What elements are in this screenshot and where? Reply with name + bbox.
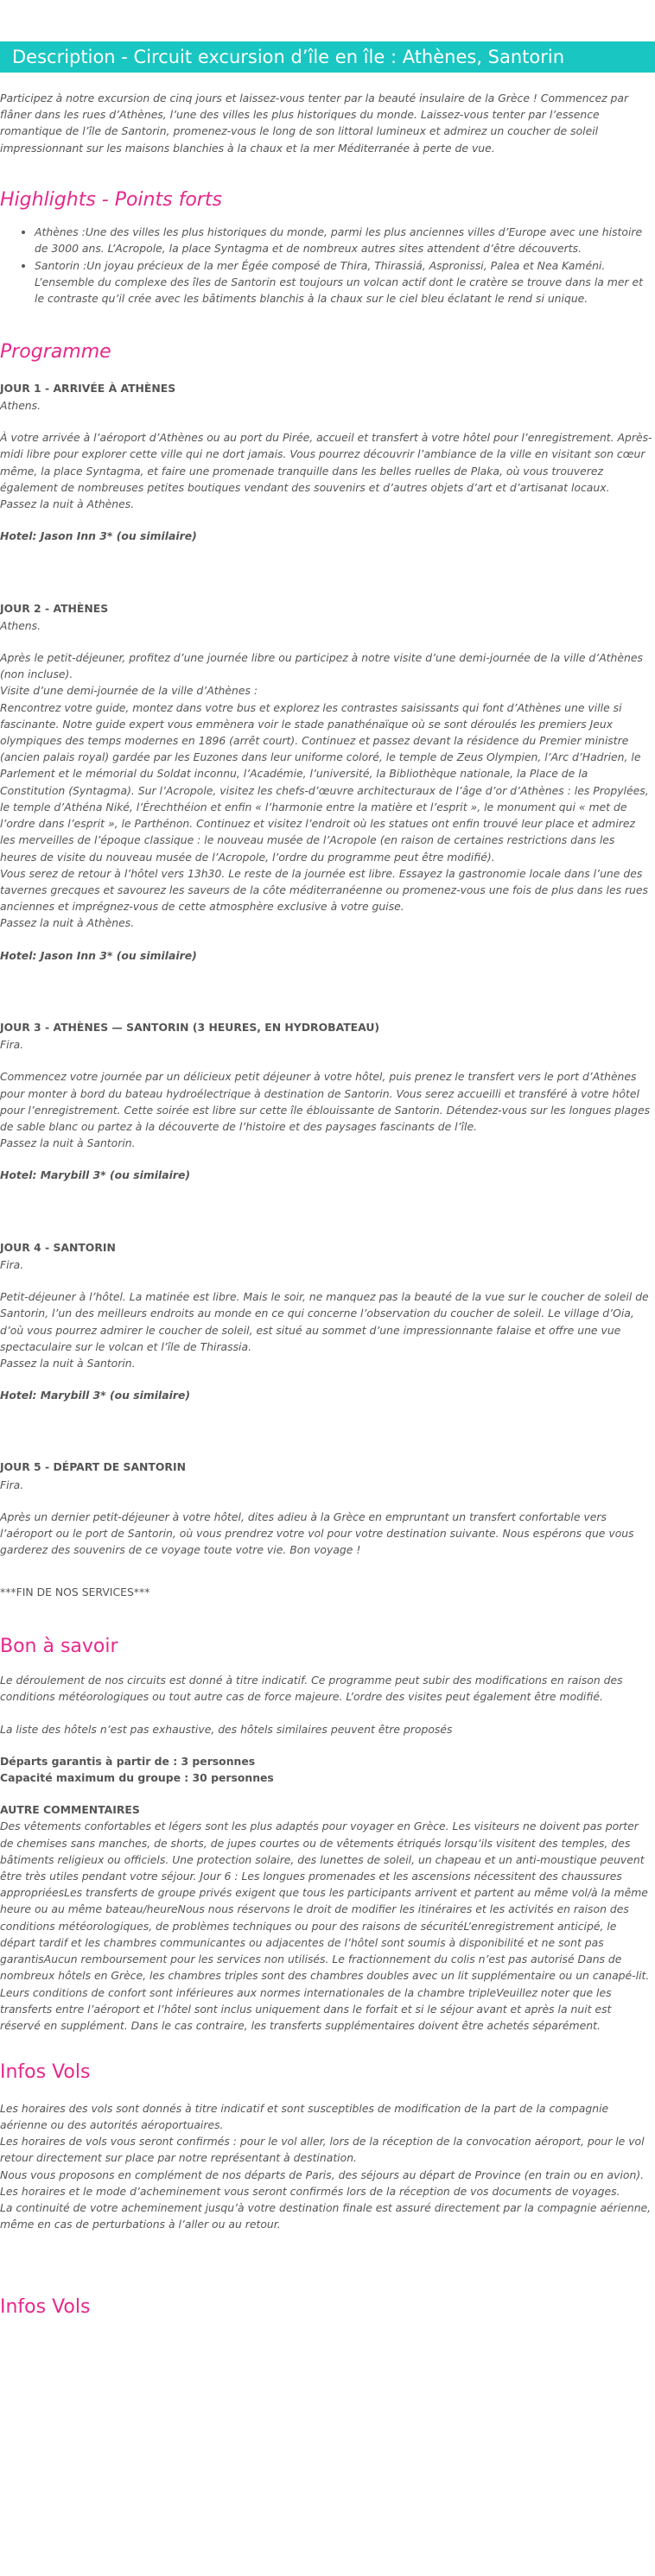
guaranteed-departures: Départs garantis à partir de : 3 personnes	[0, 1754, 256, 1768]
hotels-note: La liste des hôtels n’est pas exhaustive, des hôtels similaires peuvent être proposés	[0, 1722, 453, 1736]
max-group-capacity: Capacité maximum du groupe : 30 personnes	[0, 1770, 274, 1784]
day-description: Après un dernier petit-déjeuner à votre hôtel, dites adieu à la Grèce en empruntant un transfert confortable vers l’aéroport ou le port de Santorin, où vous prendrez votre vol pour votre destination suivante. Nous espérons que vous garderez des souvenirs de ce voyage toute votre vie. Bon voyage !	[0, 1510, 634, 1557]
day-place: Fira.	[0, 1038, 24, 1052]
other-comments	[0, 1801, 653, 2034]
bon-a-savoir-heading: Bon à savoir	[0, 1635, 118, 1657]
highlights-heading: Highlights - Points forts	[0, 188, 222, 211]
day-5	[0, 1459, 653, 1558]
disclaimer-paragraph: Le déroulement de nos circuits est donné à titre indicatif. Ce programme peut subir des modifications en raison des conditions météorologiques ou tout autre cas de force majeure. L’ordre des visites peut également être modifié.	[0, 1674, 623, 1704]
day-hotel: Hotel: Marybill 3* (ou similaire)	[0, 1389, 191, 1402]
day-place: Fira.	[0, 1478, 24, 1491]
day-3	[0, 1019, 653, 1184]
day-2	[0, 600, 653, 964]
end-of-services: ***FIN DE NOS SERVICES***	[0, 1585, 150, 1599]
page-title: Description - Circuit excursion d’île en île : Athènes, Santorin	[12, 47, 565, 67]
day-title: JOUR 5 - DÉPART DE SANTORIN	[0, 1460, 186, 1474]
day-hotel: Hotel: Jason Inn 3* (ou similaire)	[0, 529, 197, 543]
highlight-item-athenes: • Athènes :Une des villes les plus historiques du monde, parmi les plus anciennes villes d’Europe avec une histoire de 3000 ans. L’Acropole, la place Syntagma et de nombreux autres sites attendent d’être découverts.	[35, 224, 653, 256]
day-title: JOUR 2 - ATHÈNES	[0, 601, 109, 615]
day-description: Commencez votre journée par un délicieux petit déjeuner à votre hôtel, puis prenez le transfert vers le port d’Athènes pour monter à bord du bateau hydroélectrique à destination de Santorin. Vous serez accueilli et transféré à votre hôtel pour l’enregistrement. Cette soirée est libre sur cette île éblouissante de Santorin. Détendez-vous sur les longues plages de sable blanc ou partez à la découverte de l’histoire et des paysages fascinants de l’île. Passez la nuit à Santorin.	[0, 1070, 651, 1150]
day-place: Athens.	[0, 618, 41, 632]
day-place: Athens.	[0, 398, 41, 412]
infos-vols-heading: Infos Vols	[0, 2061, 91, 2084]
programme-heading: Programme	[0, 341, 111, 364]
day-title: JOUR 3 - ATHÈNES — SANTORIN (3 HEURES, EN HYDROBATEAU)	[0, 1020, 380, 1034]
day-description: Après le petit-déjeuner, profitez d’une journée libre ou participez à notre visite d’une demi-journée de la ville d’Athènes (non incluse). Visite d’une demi-journée de la ville d’Athènes : Rencontrez votre guide, montez dans votre bus et explorez les contrastes saisissants qui font d’Athènes une ville si fascinante. Notre guide expert vous emmènera voir le stade panathénaïque où se sont déroulés les premiers Jeux olympiques des temps modernes en 1896 (arrêt court). Continuez et passez devant la résidence du Premier ministre (ancien palais royal) gardée par les Euzones dans leur uniforme coloré, le temple de Zeus Olympien, l’Arc d’Hadrien, le Parlement et le mémorial du Soldat inconnu, l’Académie, l’université, la Bibliothèque nationale, la Place de la Constitution (Syntagma). Sur l’Acropole, visitez les chefs-d’œuvre architecturaux de l’âge d’or d’Athènes : les Propylées, le temple d’Athéna Niké, l’Érechthéion et enfin « l’harmonie entre la matière et l’esprit », le monument qui « met de l’ordre dans l’esprit », le Parthénon. Continuez et visitez l’endroit où les statues ont enfin trouvé leur place et admirez les merveilles de l’époque classique : le nouveau musée de l’Acropole (en raison de certaines restrictions dans les heures de visite du nouveau musée de l’Acropole, l’ordre du programme peut être modifié). Vous serez de retour à l’hôtel vers 13h30. Le reste de la journée est libre. Essayez la gastronomie locale dans l’une des tavernes grecques et savourez les saveurs de la côte méditerranéenne ou promenez-vous une fois de plus dans les rues anciennes et imprégnez-vous de cette atmosphère exclusive à votre guise. Passez la nuit à Athènes.	[0, 650, 649, 930]
day-hotel: Hotel: Marybill 3* (ou similaire)	[0, 1168, 191, 1182]
day-title: JOUR 4 - SANTORIN	[0, 1240, 116, 1254]
day-description: Petit-déjeuner à l’hôtel. La matinée est libre. Mais le soir, ne manquez pas la beauté de la vue sur le coucher de soleil de Santorin, l’un des meilleurs endroits au monde en ce qui concerne l’observation du coucher de soleil. Le village d’Oia, d’où vous pourrez admirer le coucher de soleil, est situé au sommet d’une impressionnante falaise et offre une vue spectaculaire sur le volcan et l’île de Thirassia. Passez la nuit à Santorin.	[0, 1290, 649, 1370]
day-title: JOUR 1 - ARRIVÉE À ATHÈNES	[0, 381, 176, 395]
content	[0, 90, 655, 2320]
highlights-list	[0, 224, 653, 307]
other-comments-text: Des vêtements confortables et légers sont les plus adaptés pour voyager en Grèce. Les visiteurs ne doivent pas porter de chemises sans manches, de shorts, de jupes courtes ou de vêtements étriqués lorsqu’ils visitent des temples, des bâtiments religieux ou officiels. Une protection solaire, des lunettes de soleil, un chapeau et un anti-moustique peuvent être très utiles pendant votre séjour. Jour 6 : Les longues promenades et les ascensions nécessitent des chaussures appropriéesLes transferts de groupe privés exigent que tous les participants arrivent et partent au même vol/à la même heure ou au même bateau/heureNous nous réservons le droit de modifier les itinéraires et les activités en raison des conditions météorologiques, de problèmes techniques ou pour des raisons de sécuritéL’enregistrement anticipé, le départ tardif et les chambres communicantes ou adjacentes de l’hôtel sont soumis à disponibilité et ne sont pas garantisAucun remboursement pour les services non utilisés. Le fractionnement du colis n’est pas autorisé Dans de nombreux hôtels en Grèce, les chambres triples sont des chambres doubles avec un lit supplémentaire ou un canapé-lit. Leurs conditions de confort sont inférieures aux normes internationales de la chambre tripleVeuillez noter que les transferts entre l’aéroport et l’hôtel sont inclus uniquement dans le forfait et si le séjour avant et après la nuit est réservé en supplément. Dans le cas contraire, les transferts supplémentaires doivent être achetés séparément.	[0, 1820, 650, 2033]
day-4	[0, 1239, 653, 1404]
day-description: À votre arrivée à l’aéroport d’Athènes ou au port du Pirée, accueil et transfert à votre hôtel pour l’enregistrement. Après-midi libre pour explorer cette ville qui ne dort jamais. Vous pourrez découvrir l’ambiance de la ville en visitant son cœur même, la place Syntagma, et faire une promenade tranquille dans les belles ruelles de Plaka, où vous trouverez également de nombreuses petites boutiques vendant des souvenirs et d’autres objets d’art et d’artisanat locaux. Passez la nuit à Athènes.	[0, 431, 652, 511]
page-title-banner	[0, 41, 655, 73]
highlight-item-santorin: • Santorin :Un joyau précieux de la mer Égée composé de Thira, Thirassiá, Aspronissi, Palea et Nea Kaméni. L’ensemble du complexe des îles de Santorin est toujours un volcan actif dont le cratère se trouve dans la mer et le contraste qu’il crée avec les bâtiments blanchis à la chaux sur le ciel bleu éclatant le rend si unique.	[35, 257, 653, 307]
infos-vols-heading-2: Infos Vols	[0, 2296, 91, 2319]
other-comments-title: AUTRE COMMENTAIRES	[0, 1803, 140, 1817]
day-place: Fira.	[0, 1257, 24, 1271]
day-1	[0, 380, 653, 545]
intro-paragraph: Participez à notre excursion de cinq jours et laissez-vous tenter par la beauté insulaire de la Grèce ! Commencez par flâner dans les rues d’Athènes, l’une des villes les plus historiques du monde. Laissez-vous tenter par l’essence romantique de l’île de Santorin, promenez-vous le long de son littoral lumineux et admirez un coucher de soleil impressionnant sur les maisons blanchies à la chaux et la mer Méditerranée à perte de vue.	[0, 92, 629, 155]
infos-vols-text: Les horaires des vols sont donnés à titre indicatif et sont susceptibles de modification de la part de la compagnie aérienne ou des autorités aéroportuaires. Les horaires de vols vous seront confirmés : pour le vol aller, lors de la réception de la convocation aéroport, pour le vol retour directement sur place par notre représentant à destination. Nous vous proposons en complément de nos départs de Paris, des séjours au départ de Province (en train ou en avion). Les horaires et le mode d’acheminement vous seront confirmés lors de la réception de vos documents de voyages. La continuité de votre acheminement jusqu’à votre destination finale est assuré directement par la compagnie aérienne, même en cas de perturbations à l’aller ou au retour.	[0, 2101, 652, 2231]
group-info	[0, 1753, 653, 1786]
day-hotel: Hotel: Jason Inn 3* (ou similaire)	[0, 948, 197, 962]
